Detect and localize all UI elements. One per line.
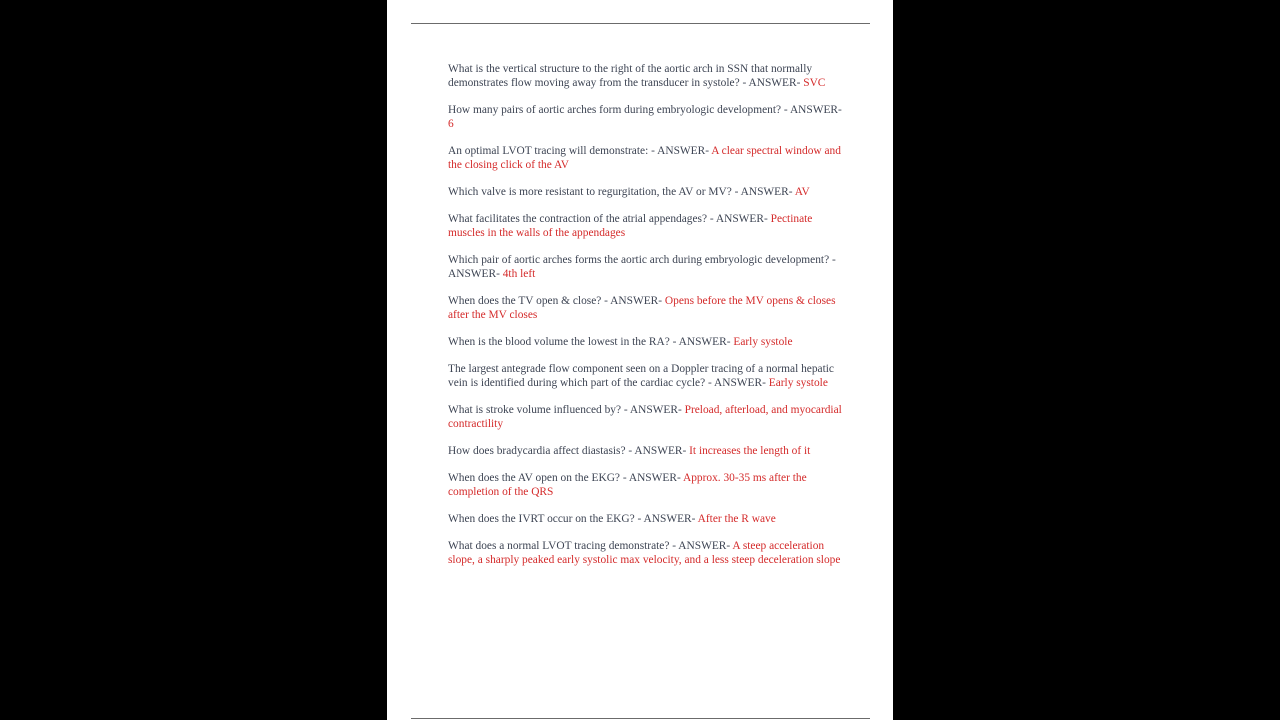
- answer-separator: - ANSWER-: [669, 336, 734, 348]
- answer-separator: - ANSWER-: [731, 186, 795, 198]
- qa-item: [448, 444, 850, 458]
- answer-separator: - ANSWER-: [448, 254, 836, 280]
- answer-separator: - ANSWER-: [621, 404, 685, 416]
- qa-item: [448, 335, 850, 349]
- qa-item: [448, 512, 850, 526]
- question-text: The largest antegrade flow component seen on a Doppler tracing of a normal hepatic vein is identified during which part of the cardiac cycle?: [448, 363, 834, 389]
- question-text: What is the vertical structure to the right of the aortic arch in SSN that normally demonstrates flow moving away from the transducer in systole?: [448, 63, 813, 89]
- answer-separator: - ANSWER-: [739, 77, 804, 89]
- bottom-rule: [411, 718, 870, 719]
- qa-item: [448, 471, 850, 499]
- qa-item: [448, 539, 850, 567]
- answer-separator: - ANSWER-: [705, 377, 769, 389]
- answer-text: SVC: [803, 77, 826, 89]
- qa-list: [448, 62, 850, 580]
- answer-text: Approx. 30-35 ms after the completion of the QRS: [448, 472, 807, 498]
- document-page: [387, 0, 893, 720]
- question-text: When does the AV open on the EKG?: [448, 472, 620, 484]
- answer-text: Opens before the MV opens & closes after the MV closes: [448, 295, 836, 321]
- answer-separator: - ANSWER-: [634, 513, 698, 525]
- qa-item: [448, 294, 850, 322]
- question-text: When does the IVRT occur on the EKG?: [448, 513, 635, 525]
- question-text: When does the TV open & close?: [448, 295, 602, 307]
- qa-item: [448, 103, 850, 131]
- answer-text: Pectinate muscles in the walls of the appendages: [448, 213, 813, 239]
- answer-separator: - ANSWER-: [707, 213, 771, 225]
- answer-text: A steep acceleration slope, a sharply peaked early systolic max velocity, and a less steep deceleration slope: [448, 540, 841, 566]
- answer-separator: - ANSWER-: [648, 145, 712, 157]
- question-text: How does bradycardia affect diastasis?: [448, 445, 626, 457]
- answer-separator: - ANSWER-: [620, 472, 683, 484]
- qa-item: [448, 185, 850, 199]
- qa-item: [448, 362, 850, 390]
- question-text: What facilitates the contraction of the atrial appendages?: [448, 213, 708, 225]
- qa-item: [448, 144, 850, 172]
- answer-text: After the R wave: [697, 513, 776, 525]
- question-text: Which pair of aortic arches forms the aortic arch during embryologic development?: [448, 254, 830, 266]
- answer-separator: - ANSWER-: [601, 295, 665, 307]
- answer-text: 6: [448, 118, 454, 130]
- answer-text: A clear spectral window and the closing click of the AV: [448, 145, 841, 171]
- top-rule: [411, 23, 870, 24]
- question-text: An optimal LVOT tracing will demonstrate:: [448, 145, 649, 157]
- answer-text: 4th left: [502, 268, 536, 280]
- answer-text: Preload, afterload, and myocardial contractility: [448, 404, 842, 430]
- answer-text: It increases the length of it: [689, 445, 811, 457]
- answer-separator: - ANSWER-: [669, 540, 733, 552]
- question-text: What does a normal LVOT tracing demonstrate?: [448, 540, 670, 552]
- qa-item: [448, 62, 850, 90]
- question-text: Which valve is more resistant to regurgitation, the AV or MV?: [448, 186, 732, 198]
- question-text: When is the blood volume the lowest in the RA?: [448, 336, 670, 348]
- question-text: How many pairs of aortic arches form during embryologic development?: [448, 104, 782, 116]
- answer-separator: - ANSWER-: [781, 104, 842, 116]
- answer-text: Early systole: [768, 377, 828, 389]
- answer-text: Early systole: [733, 336, 793, 348]
- qa-item: [448, 253, 850, 281]
- answer-text: AV: [794, 186, 810, 198]
- qa-item: [448, 403, 850, 431]
- question-text: What is stroke volume influenced by?: [448, 404, 622, 416]
- answer-separator: - ANSWER-: [625, 445, 690, 457]
- qa-item: [448, 212, 850, 240]
